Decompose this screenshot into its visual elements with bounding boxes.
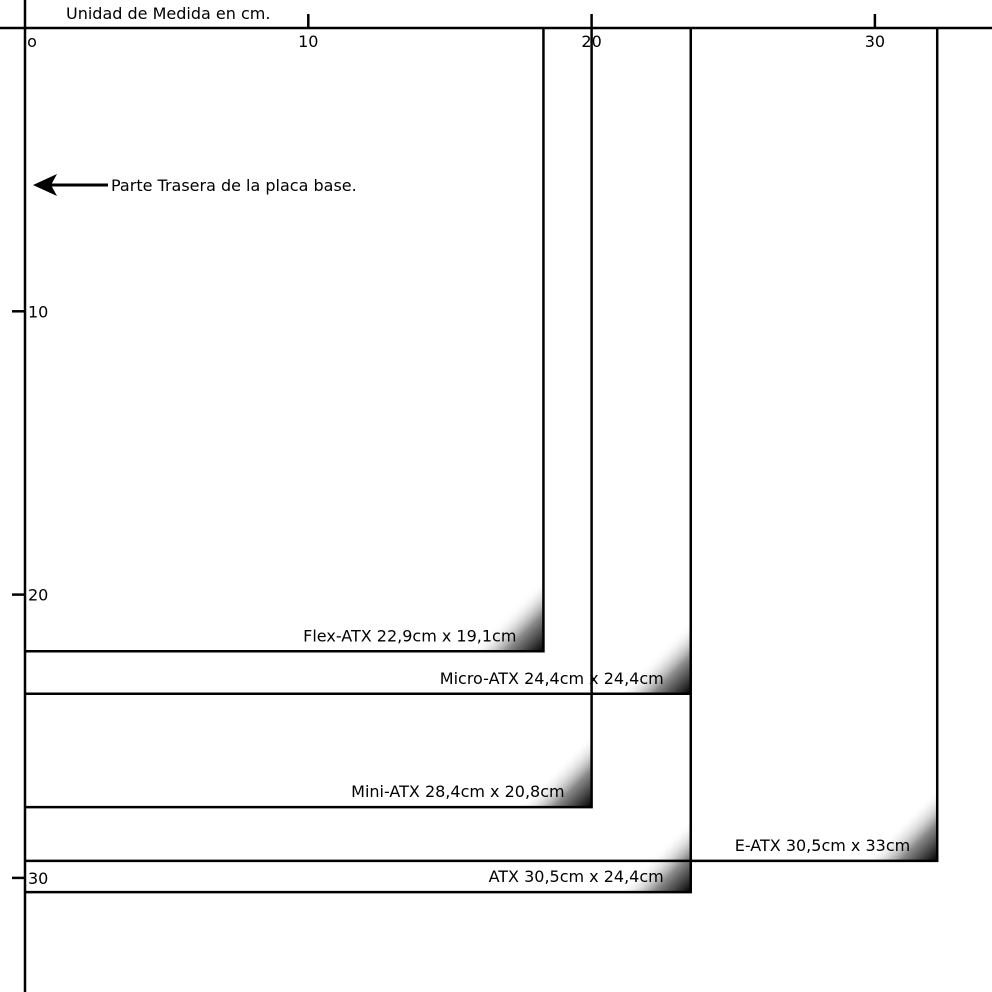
mini-atx-outline xyxy=(25,28,592,807)
y-tick-label: 10 xyxy=(28,302,49,322)
flex-atx-outline xyxy=(25,28,543,651)
board-labels xyxy=(303,626,910,886)
x-tick-label: 30 xyxy=(864,32,886,51)
x-tick-label: 10 xyxy=(298,32,319,51)
back-indicator xyxy=(33,174,357,196)
y-tick-label: 20 xyxy=(28,585,49,605)
unit-label: Unidad de Medida en cm. xyxy=(66,4,271,23)
atx-label: ATX 30,5cm x 24,4cm xyxy=(488,867,664,887)
e-atx-outline xyxy=(25,28,937,861)
y-tick-label: 30 xyxy=(28,868,49,888)
x-tick-label: o xyxy=(27,32,37,51)
x-tick-label: 20 xyxy=(581,32,602,51)
board-outlines xyxy=(25,28,937,892)
micro-atx-label: Micro-ATX 24,4cm x 24,4cm xyxy=(439,668,664,688)
y-axis-ticks xyxy=(12,302,48,888)
mini-atx-label: Mini-ATX 28,4cm x 20,8cm xyxy=(351,782,565,802)
back-label: Parte Trasera de la placa base. xyxy=(111,176,357,195)
e-atx-label: E-ATX 30,5cm x 33cm xyxy=(734,835,911,855)
flex-atx-label: Flex-ATX 22,9cm x 19,1cm xyxy=(303,626,517,646)
